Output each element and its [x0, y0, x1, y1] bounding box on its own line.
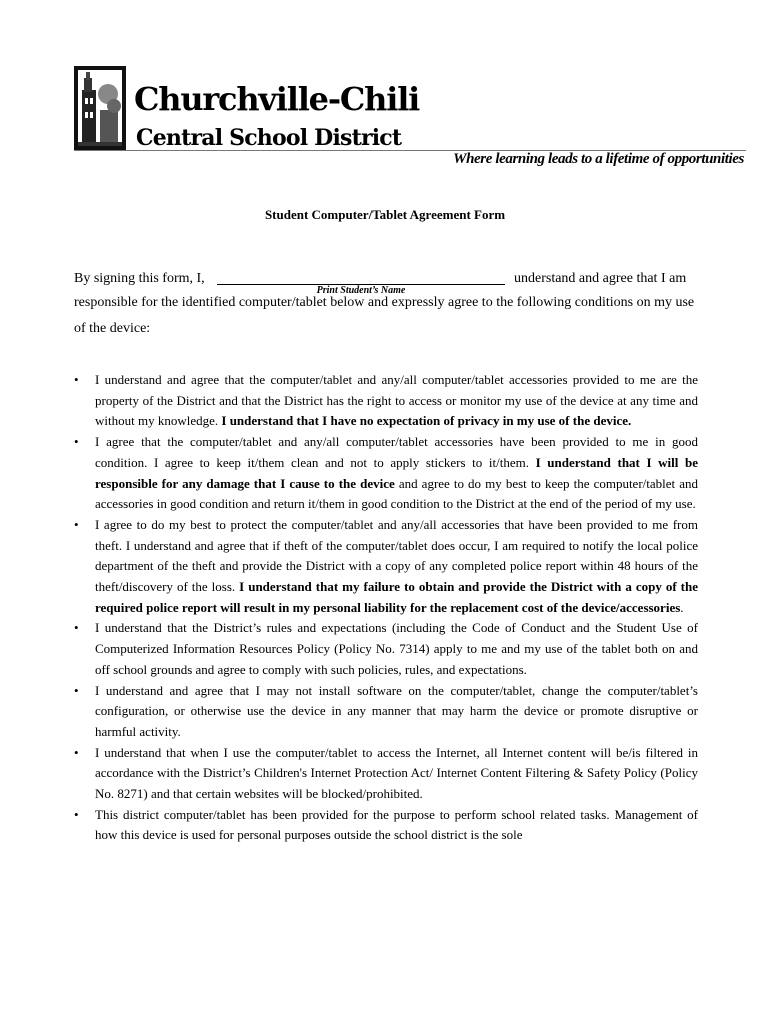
term-emphasis: I understand that my failure to obtain and provide the District with a copy of the required police report will result in my personal liability for the replacement cost of the device/accessories	[95, 579, 698, 615]
term-item	[74, 432, 698, 515]
term-text: I agree to do my best to protect the computer/tablet and any/all accessories that have been provided to me from theft. I understand and agree that if theft of the computer/tablet does occur, I am required to notify the local police department of the theft and provide the District with a copy of any completed police report within 48 hours of the theft/discovery of the loss.	[95, 516, 698, 595]
agreement-terms-list	[74, 370, 698, 846]
bullet-icon: •	[74, 620, 79, 636]
term-item	[74, 805, 698, 846]
bullet-icon: •	[74, 806, 79, 822]
term-item	[74, 618, 698, 680]
term-text-after: and agree to do my best to keep the computer/tablet and accessories in good condition and return it/them in good condition to the District at the end of the period of my use.	[95, 475, 698, 512]
intro-paragraph	[74, 268, 698, 342]
bullet-icon: •	[74, 372, 79, 387]
intro-rest: responsible for the identified computer/tablet below and expressly agree to the following conditions on my use of the device:	[74, 295, 695, 336]
term-item	[74, 370, 698, 432]
term-item	[74, 681, 698, 743]
form-title: Student Computer/Tablet Agreement Form	[264, 207, 506, 222]
bullet-icon: •	[74, 744, 79, 760]
term-item	[74, 515, 698, 619]
bullet-icon: •	[74, 434, 79, 450]
term-text-after: .	[680, 599, 684, 615]
term-text: I understand that when I use the computer/tablet to access the Internet, all Internet content will be/is filtered in accordance with the District’s Children's Internet Protection Act/ Internet Content Filtering & Safety Policy (Policy No. 8271) and that certain websites will be blocked/prohibited.	[95, 744, 698, 802]
district-name: Churchville-Chili	[134, 80, 420, 118]
district-tagline: Where learning leads to a lifetime of opportunities	[453, 151, 744, 167]
term-emphasis: I understand that I have no expectation of privacy in my use of the device.	[221, 413, 632, 429]
term-text: This district computer/tablet has been provided for the purpose to perform school related tasks. Management of how this device is used for personal purposes outside the school district is the sole	[95, 806, 698, 843]
intro-start: By signing this form, I,	[74, 271, 205, 286]
student-name-caption: Print Student’s Name	[316, 285, 406, 296]
intro-end: understand and agree that I am	[514, 271, 687, 286]
term-item	[74, 743, 698, 805]
term-text: I understand and agree that the computer/tablet and any/all computer/tablet accessories provided to me are the property of the District and that the District has the right to access or monitor my use of the device at any time and without my knowledge.	[95, 372, 698, 429]
term-text: I agree that the computer/tablet and any/all computer/tablet accessories have been provided to me in good condition. I agree to keep it/them clean and not to apply stickers to it/them.	[95, 434, 698, 470]
term-text: I understand that the District’s rules and expectations (including the Code of Conduct and the Student Use of Computerized Information Resources Policy (Policy No. 7314) apply to me and my use of the tablet both on and off school grounds and agree to comply with such policies, rules, and expectations.	[95, 620, 698, 677]
term-emphasis: I understand that I will be responsible for any damage that I cause to the device	[95, 454, 699, 491]
district-logo	[74, 66, 126, 150]
term-text: I understand and agree that I may not install software on the computer/tablet, change the computer/tablet’s configuration, or otherwise use the device in any manner that may harm the device or promote disruptive or harmful activity.	[95, 682, 698, 739]
district-subtitle: Central School District	[136, 125, 402, 151]
bullet-icon: •	[74, 516, 79, 532]
bullet-icon: •	[74, 682, 79, 698]
